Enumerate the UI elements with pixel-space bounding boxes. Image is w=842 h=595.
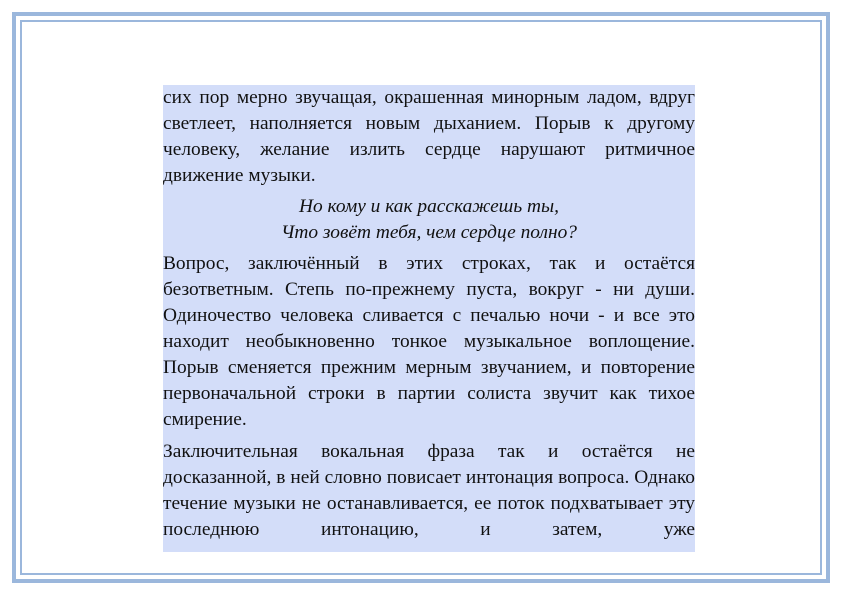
poem-quote (163, 194, 695, 246)
paragraph-1: сих пор мерно звучащая, окрашенная минорным ладом, вдруг светлеет, наполняется новым дыханием. Порыв к другому человеку, желание излить сердце нарушают ритмичное движение музыки. (163, 87, 695, 186)
paragraph-3: Заключительная вокальная фраза так и остаётся не досказанной, в ней словно повисает интонация вопроса. Однако течение музыки не останавливается, ее поток подхватывает эту последнюю интонацию, и затем, уже (163, 441, 695, 540)
poem-line-2: Что зовёт тебя, чем сердце полно? (281, 222, 577, 243)
paragraph-2: Вопрос, заключённый в этих строках, так и остаётся безответным. Степь по-прежнему пуста, вокруг - ни души. Одиночество человека сливается с печалью ночи - и все это находит необыкновенно тонкое музыкальное воплощение. Порыв сменяется прежним мерным звучанием, и повторение первоначальной строки в партии солиста звучит как тихое смирение. (163, 253, 695, 430)
poem-line-1: Но кому и как расскажешь ты, (299, 196, 559, 217)
text-box (163, 85, 695, 552)
